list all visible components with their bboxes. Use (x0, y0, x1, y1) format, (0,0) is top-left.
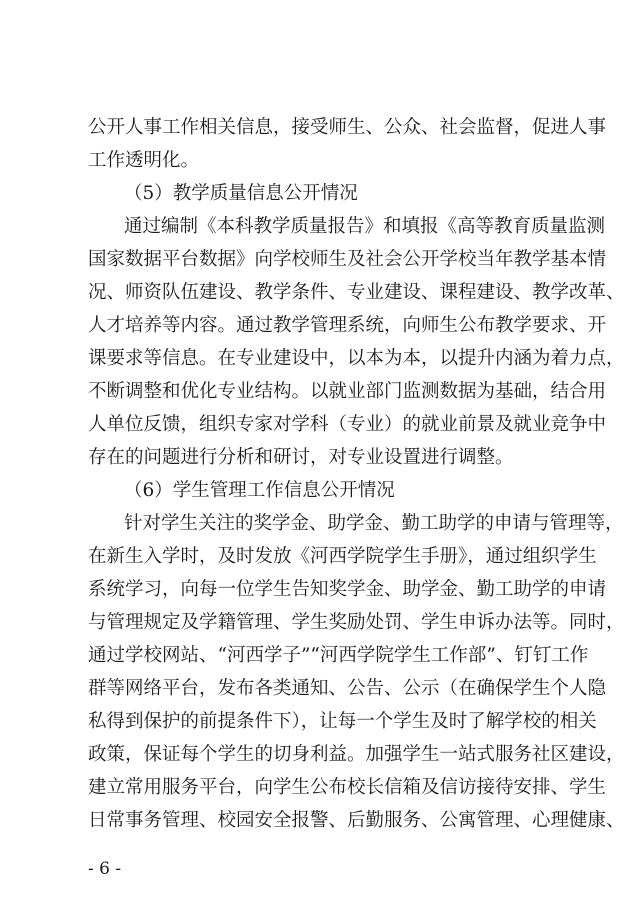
paragraph-line: 通过编制《本科教学质量报告》和填报《高等教育质量监测 (124, 216, 606, 237)
paragraph-line: 系统学习，向每一位学生告知奖学金、助学金、勤工助学的申请 (88, 579, 607, 600)
paragraph-line: 针对学生关注的奖学金、助学金、勤工助学的申请与管理等， (124, 513, 624, 534)
paragraph-line: 建立常用服务平台，向学生公布校长信箱及信访接待安排、学生 (88, 777, 607, 798)
paragraph-line: 人单位反馈，组织专家对学科（专业）的就业前景及就业竞争中 (88, 414, 607, 435)
paragraph-line: 公开人事工作相关信息，接受师生、公众、社会监督，促进人事 (88, 117, 607, 138)
paragraph-line: 不断调整和优化专业结构。以就业部门监测数据为基础，结合用 (88, 381, 607, 402)
paragraph-line: 政策，保证每个学生的切身利益。加强学生一站式服务社区建设， (88, 744, 625, 765)
paragraph-line: 人才培养等内容。通过教学管理系统，向师生公布教学要求、开 (88, 315, 607, 336)
paragraph-line: 存在的问题进行分析和研讨，对专业设置进行调整。 (88, 447, 514, 468)
paragraph-line: 在新生入学时，及时发放《河西学院学生手册》，通过组织学生 (88, 546, 597, 567)
paragraph-line: 群等网络平台，发布各类通知、公告、公示（在确保学生个人隐 (88, 678, 607, 699)
paragraph-line: 国家数据平台数据》向学校师生及社会公开学校当年教学基本情 (88, 249, 607, 270)
paragraph-line: 工作透明化。 (88, 150, 200, 171)
page-number: - 6 - (88, 859, 122, 879)
paragraph-line: 课要求等信息。在专业建设中，以本为本，以提升内涵为着力点， (88, 348, 625, 369)
paragraph-line: 日常事务管理、校园安全报警、后勤服务、公寓管理、心理健康、 (88, 810, 625, 831)
paragraph-line: 况、师资队伍建设、教学条件、专业建设、课程建设、教学改革、 (88, 282, 625, 303)
paragraph-line: 与管理规定及学籍管理、学生奖励处罚、学生申诉办法等。同时， (88, 612, 625, 633)
paragraph-line: 私得到保护的前提条件下），让每一个学生及时了解学校的相关 (88, 711, 597, 732)
paragraph-line: 通过学校网站、“河西学子”“河西学院学生工作部”、钉钉工作 (88, 645, 589, 666)
section-heading: （6）学生管理工作信息公开情况 (124, 480, 395, 501)
section-heading: （5）教学质量信息公开情况 (124, 183, 358, 204)
